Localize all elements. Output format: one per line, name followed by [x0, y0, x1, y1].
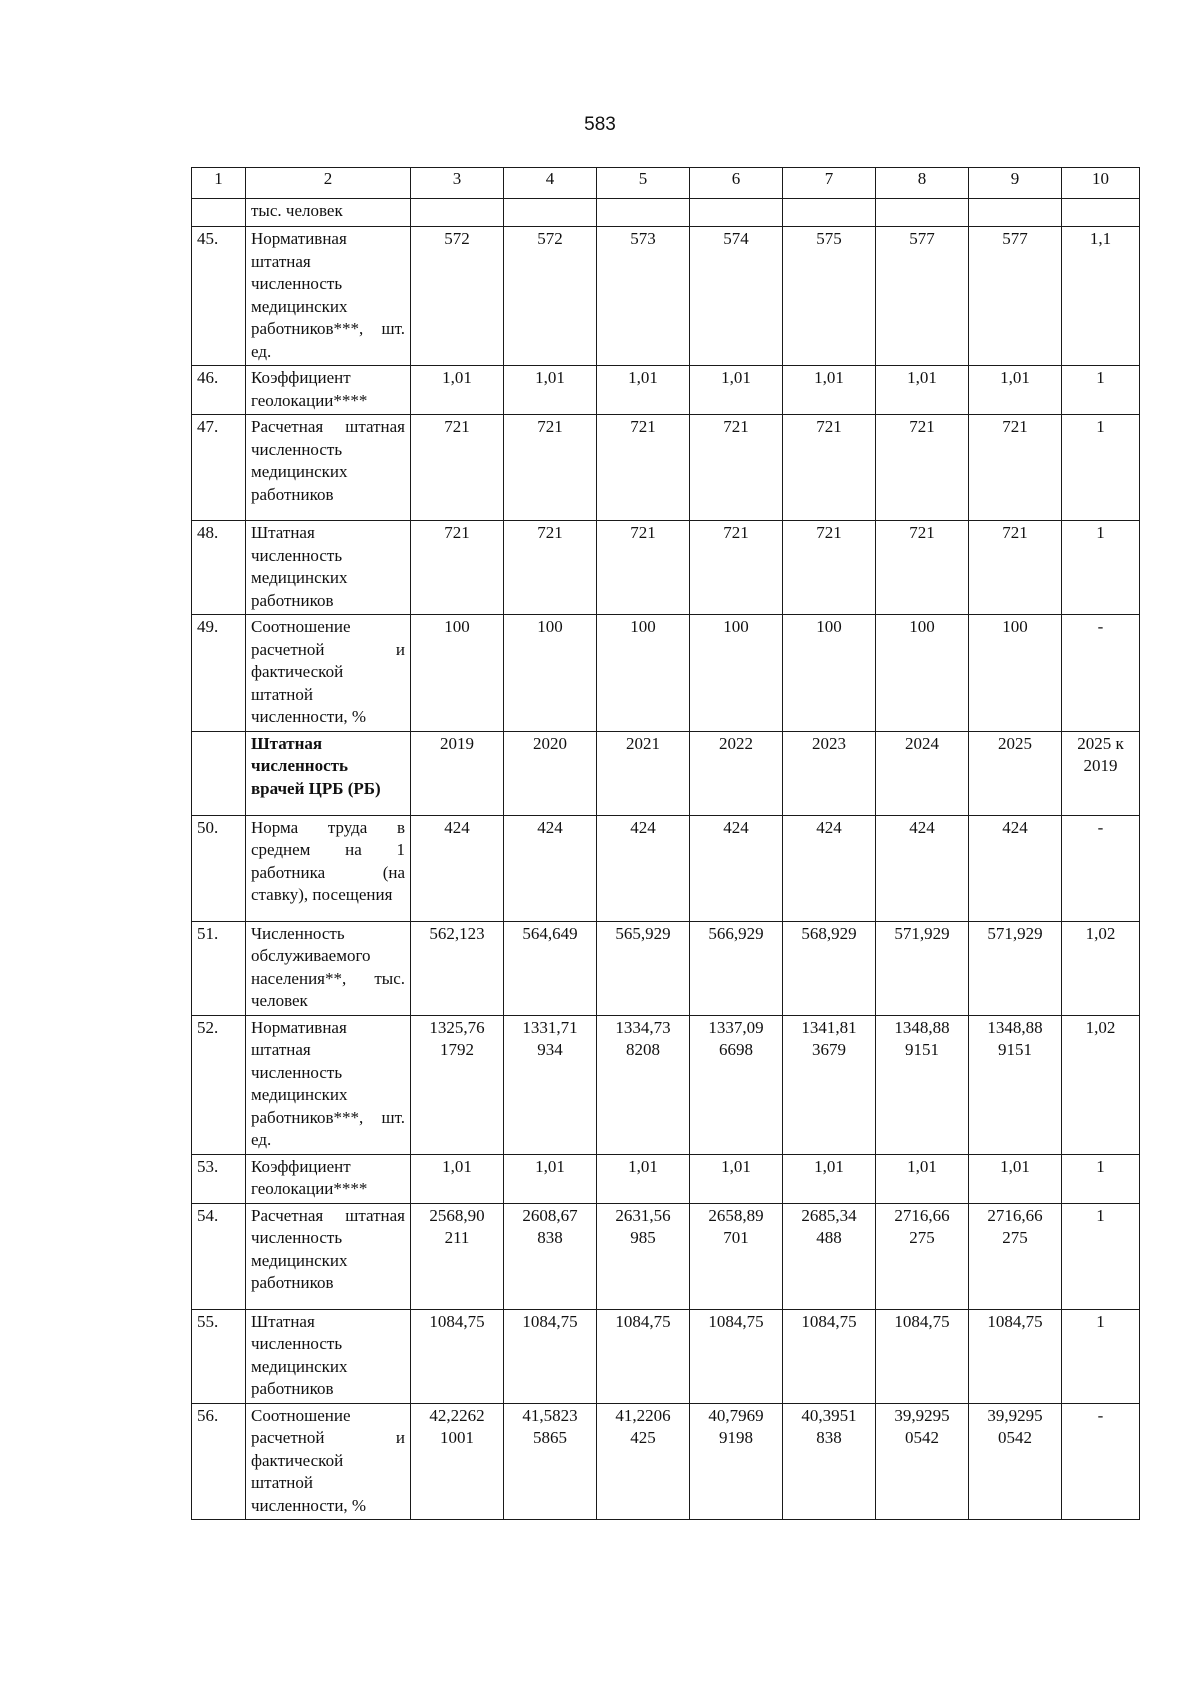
year-header: 2025 к 2019: [1062, 731, 1140, 815]
column-number: 1: [192, 168, 246, 199]
row-value: 721: [876, 415, 969, 521]
column-number: 2: [246, 168, 411, 199]
row-value: 1,01: [969, 366, 1062, 415]
section-title-text: Штатная численность врачей ЦРБ (РБ): [251, 733, 381, 798]
row-value: 1,01: [504, 366, 597, 415]
row-value: [411, 199, 504, 227]
row-value: 1,01: [783, 1154, 876, 1203]
row-value: 721: [783, 521, 876, 615]
row-value: 100: [597, 615, 690, 732]
row-value: 1084,75: [504, 1309, 597, 1403]
row-value: 1341,81 3679: [783, 1015, 876, 1154]
row-value: 100: [783, 615, 876, 732]
column-number: 3: [411, 168, 504, 199]
continuation-row: [192, 199, 1140, 227]
row-value: 424: [504, 815, 597, 921]
row-value: 721: [504, 415, 597, 521]
row-number: 45.: [192, 227, 246, 366]
row-value: 1,01: [876, 366, 969, 415]
row-value: [969, 199, 1062, 227]
year-header: 2019: [411, 731, 504, 815]
year-header: 2020: [504, 731, 597, 815]
row-value: 1331,71 934: [504, 1015, 597, 1154]
row-value: 424: [690, 815, 783, 921]
row-value: 42,2262 1001: [411, 1403, 504, 1520]
row-value: 2608,67 838: [504, 1203, 597, 1309]
row-value: 1,01: [597, 366, 690, 415]
row-value: 721: [690, 415, 783, 521]
row-number: [192, 731, 246, 815]
statistics-table: [191, 167, 1140, 1520]
row-value: [783, 199, 876, 227]
row-value: 1: [1062, 1154, 1140, 1203]
row-value: 721: [783, 415, 876, 521]
row-value: 572: [411, 227, 504, 366]
row-value: 721: [597, 521, 690, 615]
row-label: Штатная численность медицинских работников: [246, 1309, 411, 1403]
row-label: Расчетная штатная численность медицинских работников: [246, 1203, 411, 1309]
row-value: -: [1062, 815, 1140, 921]
row-value: 721: [597, 415, 690, 521]
table-row: [192, 1309, 1140, 1403]
row-label: Нормативная штатная численность медицинских работников***, шт. ед.: [246, 227, 411, 366]
column-number: 4: [504, 168, 597, 199]
row-value: 40,3951 838: [783, 1403, 876, 1520]
row-label: Численность обслуживаемого населения**, тыс. человек: [246, 921, 411, 1015]
row-value: 2568,90 211: [411, 1203, 504, 1309]
row-label: Соотношение расчетной и фактической штатной численности, %: [246, 1403, 411, 1520]
row-value: 1,01: [969, 1154, 1062, 1203]
row-value: 1084,75: [876, 1309, 969, 1403]
row-value: 1,1: [1062, 227, 1140, 366]
year-header: 2025: [969, 731, 1062, 815]
year-header: 2022: [690, 731, 783, 815]
row-value: 1325,76 1792: [411, 1015, 504, 1154]
row-value: 424: [969, 815, 1062, 921]
row-number: 51.: [192, 921, 246, 1015]
table-row: [192, 1015, 1140, 1154]
column-number: 7: [783, 168, 876, 199]
row-value: 721: [411, 415, 504, 521]
row-value: [504, 199, 597, 227]
row-value: 41,5823 5865: [504, 1403, 597, 1520]
row-value: 424: [783, 815, 876, 921]
row-value: 1,01: [504, 1154, 597, 1203]
row-value: 39,9295 0542: [969, 1403, 1062, 1520]
row-value: 1: [1062, 1309, 1140, 1403]
row-value: 2631,56 985: [597, 1203, 690, 1309]
table-row: [192, 227, 1140, 366]
row-value: 100: [411, 615, 504, 732]
row-value: 1: [1062, 1203, 1140, 1309]
table-row: [192, 921, 1140, 1015]
row-value: 575: [783, 227, 876, 366]
row-value: 1: [1062, 521, 1140, 615]
row-label: Коэффициент геолокации****: [246, 1154, 411, 1203]
row-value: 1084,75: [411, 1309, 504, 1403]
row-value: 1,01: [597, 1154, 690, 1203]
row-value: 1084,75: [969, 1309, 1062, 1403]
row-value: -: [1062, 615, 1140, 732]
table-row: [192, 415, 1140, 521]
table-row: [192, 1403, 1140, 1520]
row-value: 574: [690, 227, 783, 366]
row-number: 48.: [192, 521, 246, 615]
row-value: 2658,89 701: [690, 1203, 783, 1309]
row-value: 100: [969, 615, 1062, 732]
row-number: 50.: [192, 815, 246, 921]
row-value: 100: [504, 615, 597, 732]
row-label: Расчетная штатная численность медицинских работников: [246, 415, 411, 521]
column-number: 8: [876, 168, 969, 199]
table-row: [192, 1203, 1140, 1309]
row-value: 1334,73 8208: [597, 1015, 690, 1154]
row-value: 577: [969, 227, 1062, 366]
row-value: [597, 199, 690, 227]
row-value: -: [1062, 1403, 1140, 1520]
row-value: 1084,75: [597, 1309, 690, 1403]
row-number: [192, 199, 246, 227]
row-value: 1: [1062, 415, 1140, 521]
row-number: 47.: [192, 415, 246, 521]
row-number: 49.: [192, 615, 246, 732]
row-value: 2685,34 488: [783, 1203, 876, 1309]
column-number: 5: [597, 168, 690, 199]
row-value: 39,9295 0542: [876, 1403, 969, 1520]
section-header-row: [192, 731, 1140, 815]
row-value: 1,01: [690, 366, 783, 415]
year-header: 2024: [876, 731, 969, 815]
row-value: [1062, 199, 1140, 227]
row-value: [690, 199, 783, 227]
table-row: [192, 366, 1140, 415]
row-label: Штатная численность медицинских работников: [246, 521, 411, 615]
row-value: 1,01: [783, 366, 876, 415]
row-value: 577: [876, 227, 969, 366]
row-value: 100: [876, 615, 969, 732]
row-label: Норма труда в среднем на 1 работника (на ставку), посещения: [246, 815, 411, 921]
year-header: 2023: [783, 731, 876, 815]
column-number: 10: [1062, 168, 1140, 199]
table-row: [192, 815, 1140, 921]
row-value: 1: [1062, 366, 1140, 415]
row-value: 2716,66 275: [969, 1203, 1062, 1309]
row-value: 1084,75: [690, 1309, 783, 1403]
table-row: [192, 521, 1140, 615]
row-value: 1,01: [876, 1154, 969, 1203]
row-value: 721: [969, 521, 1062, 615]
row-value: 1337,09 6698: [690, 1015, 783, 1154]
row-value: 1,02: [1062, 921, 1140, 1015]
table-row: [192, 615, 1140, 732]
row-value: 571,929: [969, 921, 1062, 1015]
row-number: 54.: [192, 1203, 246, 1309]
row-value: [876, 199, 969, 227]
row-value: 572: [504, 227, 597, 366]
row-label: Нормативная штатная численность медицинских работников***, шт. ед.: [246, 1015, 411, 1154]
column-number-row: [192, 168, 1140, 199]
row-value: 41,2206 425: [597, 1403, 690, 1520]
row-value: 721: [690, 521, 783, 615]
row-value: 424: [597, 815, 690, 921]
row-value: 1,02: [1062, 1015, 1140, 1154]
row-value: 1348,88 9151: [876, 1015, 969, 1154]
row-number: 46.: [192, 366, 246, 415]
row-number: 53.: [192, 1154, 246, 1203]
year-header: 2021: [597, 731, 690, 815]
row-value: 564,649: [504, 921, 597, 1015]
row-value: 100: [690, 615, 783, 732]
row-value: 424: [411, 815, 504, 921]
table-row: [192, 1154, 1140, 1203]
row-value: 721: [504, 521, 597, 615]
row-value: 2716,66 275: [876, 1203, 969, 1309]
row-value: 721: [876, 521, 969, 615]
row-value: 1084,75: [783, 1309, 876, 1403]
row-number: 56.: [192, 1403, 246, 1520]
row-value: 568,929: [783, 921, 876, 1015]
row-value: 1,01: [411, 366, 504, 415]
page-number: 583: [584, 114, 616, 135]
row-value: 424: [876, 815, 969, 921]
row-value: 1348,88 9151: [969, 1015, 1062, 1154]
row-number: 55.: [192, 1309, 246, 1403]
row-label: Коэффициент геолокации****: [246, 366, 411, 415]
column-number: 9: [969, 168, 1062, 199]
row-value: 573: [597, 227, 690, 366]
row-number: 52.: [192, 1015, 246, 1154]
row-value: 721: [969, 415, 1062, 521]
row-value: 1,01: [411, 1154, 504, 1203]
row-label: тыс. человек: [246, 199, 411, 227]
column-number: 6: [690, 168, 783, 199]
row-value: 566,929: [690, 921, 783, 1015]
row-label: Соотношение расчетной и фактической штатной численности, %: [246, 615, 411, 732]
row-value: 571,929: [876, 921, 969, 1015]
row-value: 721: [411, 521, 504, 615]
row-value: 1,01: [690, 1154, 783, 1203]
row-value: 565,929: [597, 921, 690, 1015]
section-title: [246, 731, 411, 815]
row-value: 40,7969 9198: [690, 1403, 783, 1520]
row-value: 562,123: [411, 921, 504, 1015]
